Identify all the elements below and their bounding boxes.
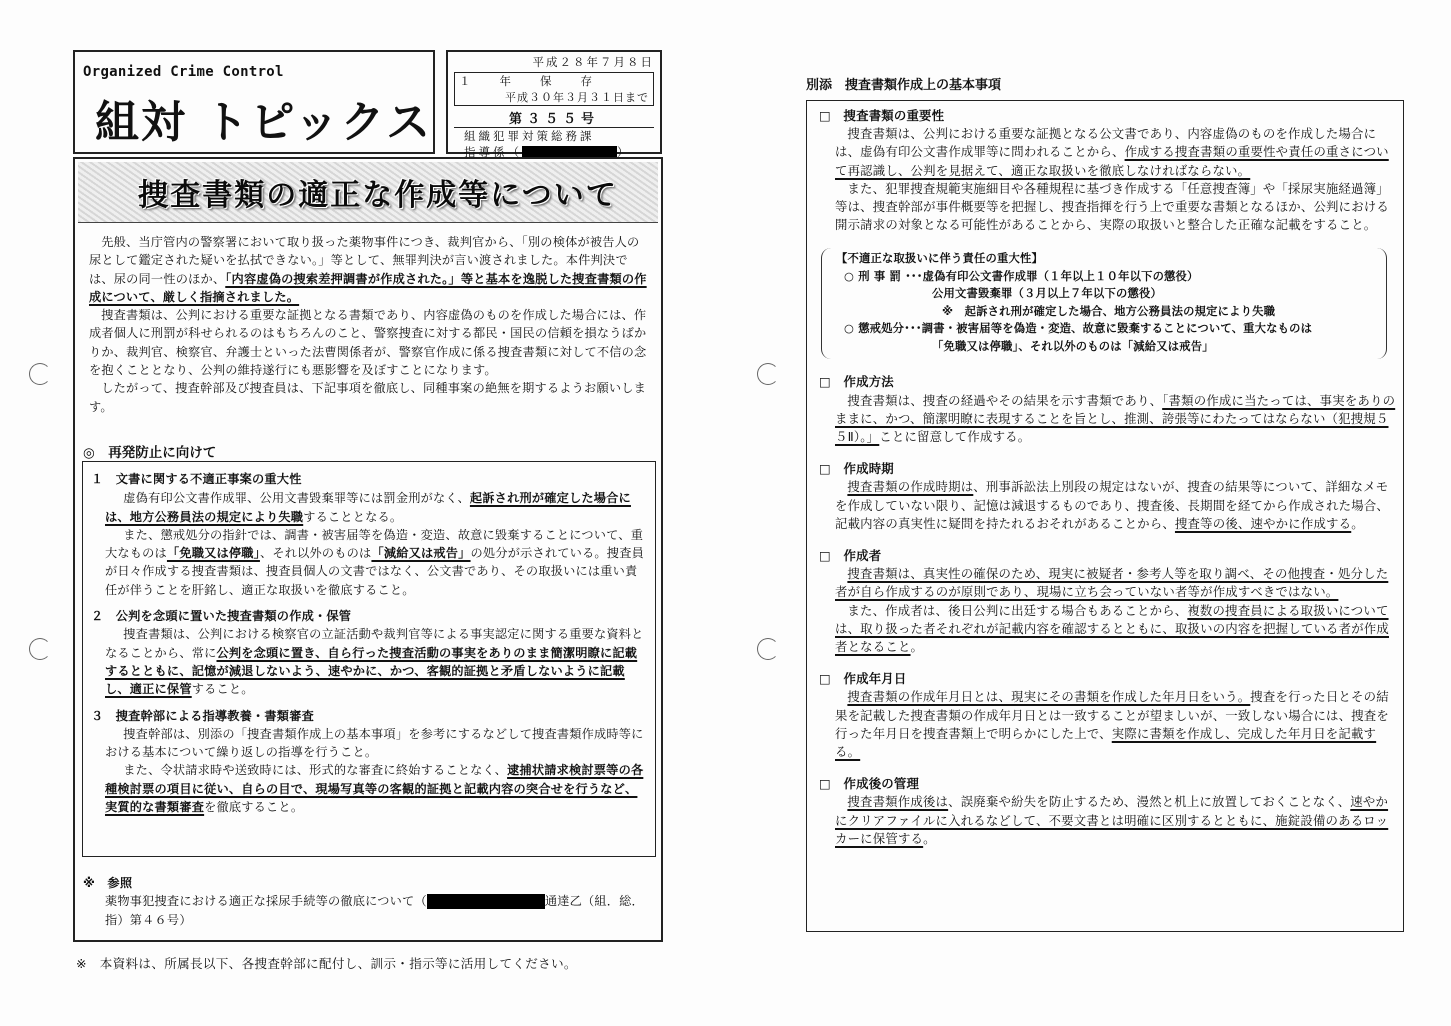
checkbox-icon: □ [819, 548, 831, 564]
item-5-emphasis-a: 捜査書類の作成年月日とは、現実にその書類を作成した年月日をいう。 [847, 689, 1251, 705]
intro-paragraph-3: したがって、捜査幹部及び捜査員は、下記事項を徹底し、同種事案の絶無を期するようお願いします。 [89, 381, 646, 414]
responsibility-title: 【不適正な取扱いに伴う責任の重大性】 [836, 252, 1043, 266]
item-5-body [819, 688, 1397, 761]
intro-block [89, 233, 651, 416]
item-4-text-b: また、作成者は、後日公判に出廷する場合もあることから、 [847, 602, 1188, 618]
item-4-heading [819, 547, 1397, 565]
reference-text-a: 薬物事犯捜査における適正な採尿手続等の徹底について（ [105, 894, 427, 909]
punch-hole-left-bottom [29, 638, 51, 660]
appendix-header: 別添 捜査書類作成上の基本事項 [806, 78, 1002, 93]
section-3-text-b: また、令状請求時や送致時には、形式的な審査に終始することなく、 [123, 763, 508, 778]
intro-p1-text: 先般、当庁管内の警察署において取り扱った薬物事件につき、裁判官から、「別の検体が被告人の尿として鑑定された疑いを払拭できない。」等として、無罪判決が言い渡されました。本件判決では、尿の同一性のほか、 [89, 235, 640, 286]
section-3-body-b [91, 761, 647, 816]
logo-english: Organized Crime Control [83, 64, 284, 80]
appendix-frame [806, 100, 1404, 932]
checkbox-icon: □ [819, 671, 831, 687]
section-1-body-b [91, 526, 647, 599]
intro-paragraph-1 [89, 233, 651, 306]
item-2-text-a: 捜査書類は、捜査の経過やその結果を示す書類であり、 [847, 392, 1163, 408]
meta-retention-until: 平成３０年３月３１日まで [505, 91, 649, 104]
responsibility-line-2: 公用文書毀棄罪（３月以上７年以下の懲役） [932, 287, 1162, 301]
item-3-text-d: 。 [1351, 515, 1364, 531]
item-2-emphasis: 「書類の作成に当たっては、事実をありのままに、かつ、簡潔明瞭に表現することを旨とし、推測、誇張等にわたってはならない（犯捜規５５Ⅱ）。」 [835, 392, 1396, 445]
title-banner-text: 捜査書類の適正な作成等について [138, 178, 618, 213]
punch-hole-mid-bottom [757, 638, 779, 660]
section-1-title: １ 文書に関する不適正事案の重大性 [91, 472, 302, 486]
appendix-content [819, 107, 1397, 848]
reference-mark: ※ 参照 [83, 876, 133, 890]
item-2-text-c: ことに留意して作成する。 [879, 429, 1031, 445]
meta-retention-box [454, 72, 654, 106]
item-6-body [819, 793, 1397, 848]
item-6-emphasis-a: 捜査書類作成後は [847, 794, 949, 810]
title-banner [78, 162, 658, 223]
meta-retention: １ 年 保 存 [459, 74, 594, 88]
item-6-text-d: 。 [923, 830, 936, 846]
reference-block [83, 874, 653, 929]
reference-text-b: 通達乙（組．総．指）第４６号） [105, 894, 644, 927]
meta-date: 平成２８年７月８日 [532, 55, 654, 69]
punch-hole-left-top [29, 363, 51, 385]
item-3-body [819, 478, 1397, 533]
logo-box [73, 50, 435, 154]
prevention-heading: ◎ 再発防止に向けて [83, 445, 217, 461]
item-2-body [819, 392, 1397, 447]
section-1-text-h: の処分が示されている。捜査員が日々作成する捜査書類は、捜査員個人の文書ではなく、公文書であり、その取扱いには重い責任が伴うことを肝銘し、適正な取扱いを徹底すること。 [105, 546, 644, 597]
item-1-emphasis: 作成する捜査書類の重要性や責任の重さについて再認識し、公判を見据えて、適正な取扱いを徹底しなければならない。 [835, 144, 1389, 178]
item-4-body-b [819, 602, 1397, 657]
meta-contact-suffix: ） [617, 145, 632, 159]
section-1-emphasis-g: 「減給又は戒告」 [371, 546, 471, 561]
checkbox-icon: □ [819, 461, 831, 477]
measures-box [82, 461, 656, 857]
section-1-text-a: 虚偽有印公文書作成罪、公用文書毀棄罪等には罰金刑がなく、 [123, 491, 470, 506]
meta-box [446, 50, 662, 159]
section-2-text-a: 捜査書類は、公判における検察官の立証活動や裁判官等による事実認定に関する重要な資料となることから、常に [105, 627, 644, 660]
item-1-body-b: また、犯罪捜査規範実施細目や各種規程に基づき作成する「任意捜査簿」や「採尿実施経過簿」等は、捜査幹部が事件概要等を把握し、捜査指揮を行う上で重要な書類となるほか、公判における開示請求の対象となる可能性があることから、実際の取扱いと整合した正確な記載をすること。 [835, 180, 1389, 233]
item-4-emphasis: 複数の捜査員による取扱いについては、取り扱った者それぞれが記載内容を確認するとともに、取扱いの内容を把握している者が作成者となること [835, 602, 1389, 655]
item-1-heading [819, 107, 1397, 125]
item-6-heading [819, 775, 1397, 793]
section-3-body-a: 捜査幹部は、別添の「捜査書類作成上の基本事項」を参考にするなどして捜査書類作成時等における基本について繰り返しの指導を行うこと。 [105, 726, 644, 760]
item-3-heading [819, 460, 1397, 478]
item-2-heading [819, 373, 1397, 391]
reference-text [83, 892, 653, 929]
item-4-text-d: 。 [910, 639, 924, 655]
item-5-text-b: 捜査を行った日とその結果を記載した捜査書類の作成年月日とは一致することが望ましいが、一致しない場合には、捜査を行った年月日を捜査書類上で明らかにした上で、 [835, 689, 1389, 741]
measures-content [91, 470, 647, 816]
item-4-title: 作成者 [843, 548, 882, 564]
responsibility-box [821, 248, 1387, 359]
item-6-text-b: 、誤廃棄や紛失を防止するため、漫然と机上に放置しておくことなく、 [948, 794, 1351, 810]
item-5-heading [819, 670, 1397, 688]
item-2-title: 作成方法 [843, 374, 894, 390]
checkbox-icon: □ [819, 374, 831, 390]
section-2-body [91, 625, 647, 698]
intro-paragraph-2: 捜査書類は、公判における重要な証拠となる書類であり、内容虚偽のものを作成した場合には、作成者個人に刑罰が科せられるのはもちろんのこと、警察捜査に対する都民・国民の信頼を損なうばかりか、裁判官、検察官、弁護士といった法曹関係者が、警察官作成に係る捜査書類に対して不信の念を抱くこととなり、公判の維持遂行にも悪影響を及ぼすことになります。 [89, 308, 647, 378]
item-6-emphasis-c: 速やかにクリアファイルに入れるなどして、不要文書とは明確に区別するとともに、施錠設備のあるロッカーに保管する [835, 794, 1389, 846]
section-1-text-c: することとなる。 [303, 509, 403, 524]
meta-contact-prefix: 指導係（ [464, 145, 522, 159]
checkbox-icon: □ [819, 108, 831, 123]
section-3-text-d: を徹底すること。 [204, 800, 304, 815]
item-4-body-a: 捜査書類は、真実性の確保のため、現実に被疑者・参考人等を取り調べ、その他捜査・処分した者が自ら作成するのが原則であり、現場に立ち会っていない者等が作成すべきではない。 [835, 566, 1389, 600]
meta-dept: 組織犯罪対策総務課 [464, 129, 595, 143]
item-1-body-a [819, 125, 1397, 180]
section-1-emphasis-e: 「免職又は停職」 [166, 546, 260, 561]
logo-japanese: 組対 トピックス [95, 97, 433, 148]
responsibility-line-1: ○ 刑 事 罰 ･･･虚偽有印公文書作成罪（１年以上１０年以下の懲役） [844, 269, 1199, 283]
item-5-title: 作成年月日 [843, 671, 907, 687]
item-3-emphasis-a: 捜査書類の作成時期は [847, 479, 974, 495]
item-1-title: 捜査書類の重要性 [843, 108, 945, 123]
checkbox-icon: □ [819, 776, 831, 792]
section-2-title: ２ 公判を念頭に置いた捜査書類の作成・保管 [91, 609, 352, 624]
responsibility-line-3: ※ 起訴され刑が確定した場合、地方公務員法の規定により失職 [942, 304, 1276, 318]
item-6-title: 作成後の管理 [843, 776, 920, 792]
redaction-block [427, 894, 545, 909]
item-3-emphasis-c: 捜査等の後、速やかに作成する [1174, 515, 1352, 531]
meta-issue: 第３５５号 [454, 108, 654, 128]
item-1-text-a: 捜査書類は、公判における重要な証拠となる公文書であり、内容虚偽のものを作成した場合には、虚偽有印公文書作成罪等に問われることから、 [835, 126, 1377, 160]
section-3-emphasis: 逮捕状請求検討票等の各種検討票の項目に従い、自らの目で、現場写真等の客観的証拠と記載内容の突合せを行うなど、実質的な書類審査 [105, 763, 644, 815]
section-1-text-f: 、それ以外のものは [259, 546, 372, 561]
item-3-title: 作成時期 [843, 461, 894, 477]
section-1-text-d: また、懲戒処分の指針では、調書・被害届等を偽造・変造、故意に毀棄することについて、重大なものは [105, 527, 644, 561]
item-3-text-b: 、刑事訴訟法上別段の規定はないが、捜査の結果等について、詳細なメモを作成していない限り、記憶は減退するものであり、捜査後、長期間を経てから作成された場合、記載内容の真実性に疑問を持たれるおそれがあることから、 [835, 479, 1389, 531]
section-1-emphasis-a: 起訴され刑が確定した場合には、地方公務員法の規定により失職 [105, 491, 631, 524]
responsibility-line-5: 「免職又は停職」、それ以外のものは「減給又は戒告」 [932, 339, 1214, 353]
section-2-text-c: すること。 [191, 682, 254, 697]
responsibility-line-4: ○ 懲戒処分･･･調書・被害届等を偽造・変造、故意に毀棄することについて、重大なものは [844, 322, 1313, 336]
section-3-title: ３ 捜査幹部による指導教養・書類審査 [91, 708, 314, 723]
intro-p1-emphasis: 「内容虚偽の捜索差押調書が作成された。」等と基本を逸脱した捜査書類の作成について、厳しく指摘されました。 [89, 271, 647, 304]
footnote: ※ 本資料は、所属長以下、各捜査幹部に配付し、訓示・指示等に活用してください。 [76, 956, 577, 971]
item-5-emphasis-c: 実際に書類を作成し、完成した年月日を記載する。 [835, 725, 1377, 760]
section-1-body-a [91, 489, 647, 526]
punch-hole-mid-top [757, 363, 779, 385]
main-content-frame [73, 157, 663, 942]
section-2-emphasis: 公判を念頭に置き、自ら行った捜査活動の事実をありのまま簡潔明瞭に記載するとともに、記憶が減退しないよう、速やかに、かつ、客観的証拠と矛盾しないように記載し、適正に保管 [105, 645, 638, 697]
